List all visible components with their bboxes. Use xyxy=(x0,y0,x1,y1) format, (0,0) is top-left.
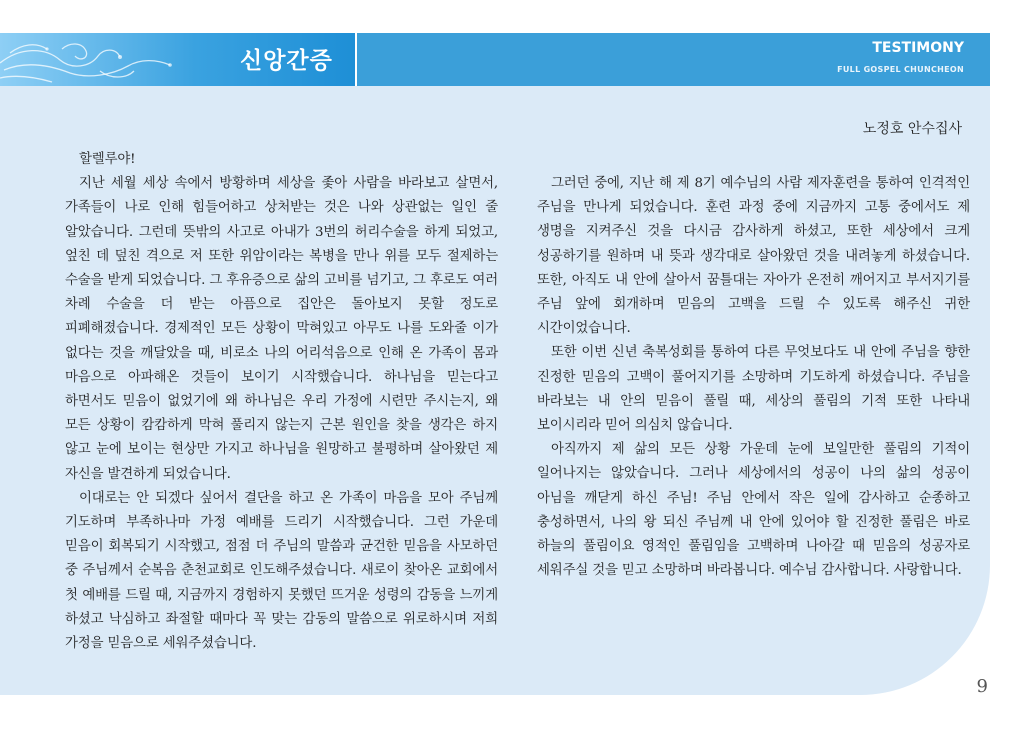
swirl-ornament-icon xyxy=(0,33,180,86)
section-title: 신앙간증 xyxy=(240,48,333,74)
church-name: FULL GOSPEL CHUNCHEON xyxy=(837,65,964,74)
paragraph: 지난 세월 세상 속에서 방황하며 세상을 좇아 사람을 바라보고 살면서, 가족들이 나로 인해 힘들어하고 상처받는 것은 나와 상관없는 일인 줄 알았습니다. 그런데 뜻밖의 사고로 아내가 3번의 허리수술을 하게 되었고, 엎친 데 덮친 격으로 저 또한 위암이라는 복병을 만나 위를 모두 절제하는 수술을 받게 되었습니다. 그 후유증으로 삶의 고비를 넘기고, 그 후로도 여러 차례 수술을 더 받는 아픔으로 집안은 돌아보지 못할 정도로 피폐해졌습니다. 경제적인 모든 상황이 막혀있고 아무도 나를 도와줄 이가 없다는 것을 깨달았을 때, 비로소 나의 어리석음으로 인해 온 가족이 몸과 마음으로 아파해온 것들이 보이기 시작했습니다. 하나님을 믿는다고 하면서도 믿음이 없었기에 왜 하나님은 우리 가정에 시련만 주시는지, 왜 모든 상황이 캄캄하게 막혀 풀리지 않는지 근본 원인을 찾을 생각은 하지 않고 눈에 보이는 현상만 가지고 하나님을 원망하고 불평하며 살아왔던 제 자신을 발견하게 되었습니다. xyxy=(65,176,498,482)
paragraph: 그러던 중에, 지난 해 제 8기 예수님의 사람 제자훈련을 통하여 인격적인 주님을 만나게 되었습니다. 훈련 과정 중에 지금까지 고통 중에서도 제 생명을 지켜주신 것을 다시금 감사하게 하셨고, 또한 세상에서 크게 성공하기를 원하며 내 뜻과 생각대로 살아왔던 것을 내려놓게 하셨습니다. 또한, 아직도 내 안에 살아서 꿈틀대는 자아가 온전히 깨어지고 부서지기를 주님 앞에 회개하며 믿음의 고백을 드릴 수 있도록 해주신 귀한 시간이었습니다. xyxy=(537,176,970,337)
testimony-label: TESTIMONY xyxy=(872,40,964,56)
article-column-right xyxy=(537,172,970,583)
paragraph: 또한 이번 신년 축복성회를 통하여 다른 무엇보다도 내 안에 주님을 향한 진정한 믿음의 고백이 풀어지기를 소망하며 기도하게 하셨습니다. 주님을 바라보는 내 안의 믿음이 풀릴 때, 세상의 풀림의 기적 또한 나타내 보이시리라 믿어 의심치 않습니다. xyxy=(537,345,970,434)
page-number: 9 xyxy=(976,676,988,697)
article-column-left xyxy=(65,148,498,656)
author-name: 노정호 안수집사 xyxy=(862,121,962,137)
paragraph: 아직까지 제 삶의 모든 상황 가운데 눈에 보일만한 풀림의 기적이 일어나지는 않았습니다. 그러나 세상에서의 성공이 나의 삶의 성공이 아님을 깨닫게 하신 주님! 주님 안에서 작은 일에 감사하고 순종하고 충성하면서, 나의 왕 되신 주님께 내 안에 있어야 할 진정한 풀림은 바로 하늘의 풀림이요 영적인 풀림임을 고백하며 나아갈 때 믿음의 성공자로 세워주실 것을 믿고 소망하며 바라봅니다. 예수님 감사합니다. 사랑합니다. xyxy=(537,442,970,579)
paragraph: 할렐루야! xyxy=(79,152,136,167)
paragraph: 이대로는 안 되겠다 싶어서 결단을 하고 온 가족이 마음을 모아 주님께 기도하며 부족하나마 가정 예배를 드리기 시작했습니다. 그런 가운데 믿음이 회복되기 시작했고, 점점 더 주님의 말씀과 균건한 믿음을 사모하던 중 주님께서 순복음 춘천교회로 인도해주셨습니다. 새로이 찾아온 교회에서 첫 예배를 드릴 때, 지금까지 경험하지 못했던 뜨거운 성령의 감동을 느끼게 하셨고 낙심하고 좌절할 때마다 꼭 맞는 감동의 말씀으로 위로하시며 저희 가정을 믿음으로 세워주셨습니다. xyxy=(65,490,498,652)
